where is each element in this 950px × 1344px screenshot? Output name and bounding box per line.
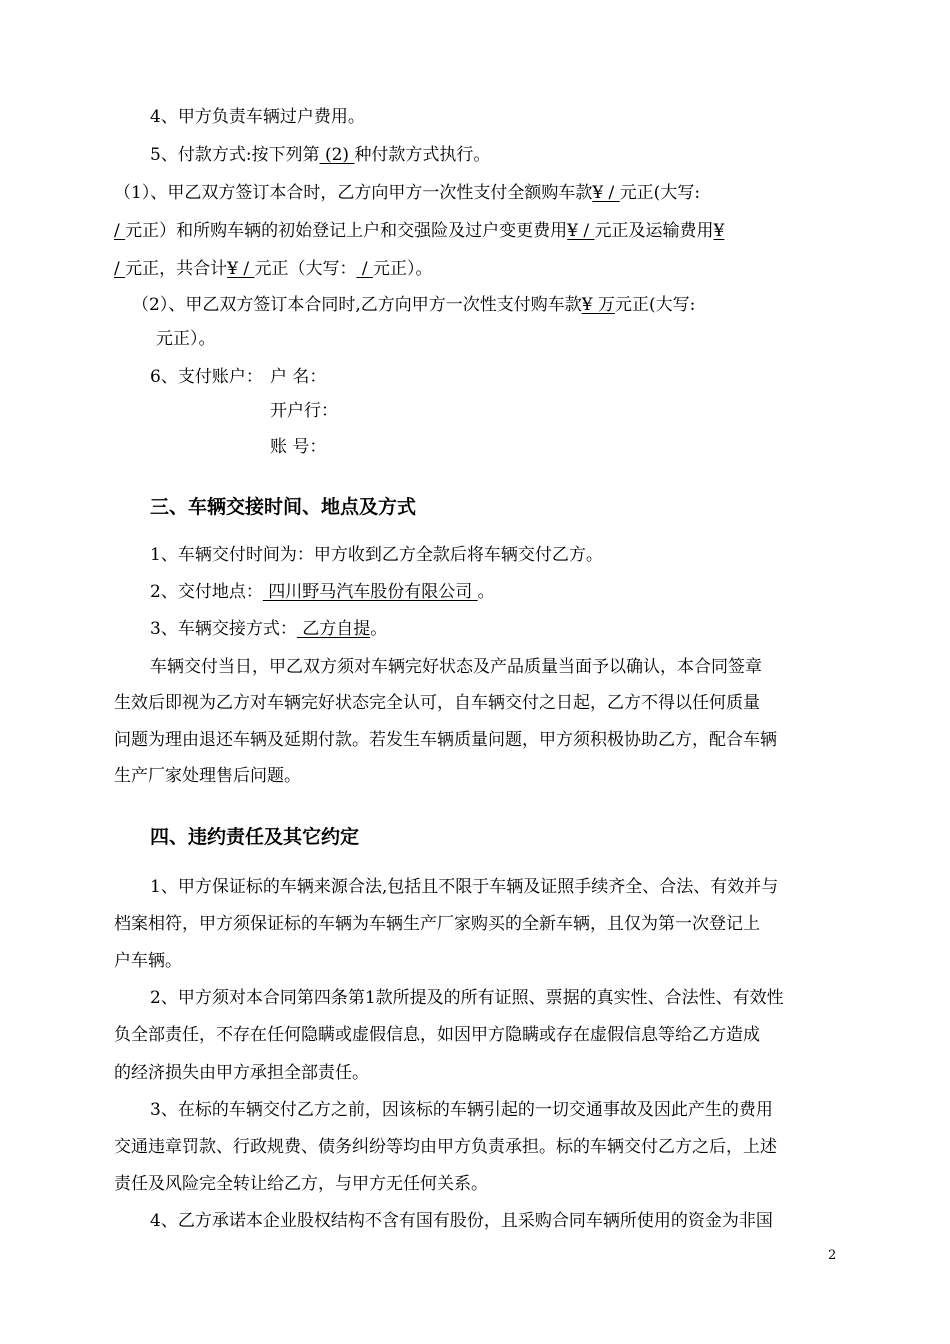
amount-blank: / bbox=[356, 259, 374, 279]
account-label: 6、支付账户： bbox=[150, 367, 263, 387]
section-4-paragraph-line: 1、甲方保证标的车辆来源合法,包括且不限于车辆及证照手续齐全、合法、有效并与 bbox=[150, 877, 779, 897]
section-4-paragraph-line: 交通违章罚款、行政规费、债务纠纷等均由甲方负责承担。标的车辆交付乙方之后，上述 bbox=[114, 1137, 777, 1157]
section-4-paragraph-line: 负全部责任，不存在任何隐瞒或虚假信息，如因甲方隐瞒或存在虚假信息等给乙方造成 bbox=[114, 1025, 760, 1045]
text-segment: 元正（大写： bbox=[254, 259, 357, 279]
payment-item-5-suffix: 种付款方式执行。 bbox=[354, 145, 491, 165]
amount-blank: ¥ / bbox=[227, 259, 255, 279]
section-4-paragraph-line: 2、甲方须对本合同第四条第1款所提及的所有证照、票据的真实性、合法性、有效性 bbox=[150, 988, 784, 1008]
section-4-paragraph-line: 责任及风险完全转让给乙方，与甲方无任何关系。 bbox=[114, 1174, 488, 1194]
amount-blank: ¥ / bbox=[592, 183, 620, 203]
section-4-paragraph-line: 的经济损失由甲方承担全部责任。 bbox=[114, 1063, 369, 1083]
text-segment: 。 bbox=[370, 619, 388, 639]
text-segment: 元正）。 bbox=[373, 259, 433, 279]
text-segment: 3、车辆交接方式： bbox=[150, 619, 297, 639]
text-segment: 元正）和所购车辆的初始登记上户和交强险及过户变更费用 bbox=[125, 221, 568, 241]
section-4-heading: 四、违约责任及其它约定 bbox=[150, 826, 360, 848]
amount-blank: ¥ / bbox=[567, 221, 595, 241]
section-3-heading: 三、车辆交接时间、地点及方式 bbox=[150, 496, 417, 518]
payment-option-1-line-3 bbox=[114, 256, 433, 282]
text-segment: （1）、甲乙双方签订本合时，乙方向甲方一次性支付全额购车款 bbox=[114, 183, 593, 203]
payment-item-5-prefix: 5、付款方式:按下列第 bbox=[150, 145, 320, 165]
delivery-location: 四川野马汽车股份有限公司 bbox=[262, 582, 478, 602]
payment-method-choice: (2) bbox=[319, 145, 355, 165]
amount-blank: ¥ 万 bbox=[581, 295, 615, 315]
section-3-paragraph-line: 车辆交付当日，甲乙双方须对车辆完好状态及产品质量当面予以确认，本合同签章 bbox=[150, 657, 762, 677]
payment-option-2-line-1 bbox=[132, 292, 695, 318]
amount-blank: / bbox=[114, 221, 126, 241]
section-3-paragraph-line: 生效后即视为乙方对车辆完好状态完全认可，自车辆交付之日起，乙方不得以任何质量 bbox=[114, 693, 760, 713]
text-segment: 元正(大写: bbox=[614, 295, 696, 315]
payment-item-4: 4、甲方负责车辆过户费用。 bbox=[150, 107, 365, 127]
section-3-item-2 bbox=[150, 579, 495, 605]
payment-option-1-line-1 bbox=[114, 180, 700, 206]
payment-option-2-line-2: 元正）。 bbox=[156, 329, 216, 349]
text-segment: 。 bbox=[477, 582, 495, 602]
account-bank-field: 开户行： bbox=[270, 401, 338, 421]
payment-item-5 bbox=[150, 142, 490, 168]
text-segment: 元正，共合计 bbox=[125, 259, 228, 279]
text-segment: 元正及运输费用 bbox=[594, 221, 714, 241]
section-4-paragraph-line: 户车辆。 bbox=[114, 951, 182, 971]
text-segment: （2）、甲乙双方签订本合同时,乙方向甲方一次性支付购车款 bbox=[132, 295, 582, 315]
section-4-paragraph-line: 档案相符，甲方须保证标的车辆为车辆生产厂家购买的全新车辆，且仅为第一次登记上 bbox=[114, 914, 760, 934]
section-3-item-1: 1、车辆交付时间为：甲方收到乙方全款后将车辆交付乙方。 bbox=[150, 545, 603, 565]
section-4-paragraph-line: 3、在标的车辆交付乙方之前，因该标的车辆引起的一切交通事故及因此产生的费用 bbox=[150, 1100, 773, 1120]
section-4-paragraph-line: 4、乙方承诺本企业股权结构不含有国有股份，且采购合同车辆所使用的资金为非国 bbox=[150, 1211, 773, 1231]
delivery-method: 乙方自提 bbox=[296, 619, 371, 639]
section-3-item-3 bbox=[150, 616, 387, 642]
amount-blank: / bbox=[114, 259, 126, 279]
account-name-field: 户 名： bbox=[270, 367, 327, 387]
text-segment: 元正(大写: bbox=[619, 183, 701, 203]
amount-blank: ¥ bbox=[713, 221, 725, 241]
text-segment: 2、交付地点： bbox=[150, 582, 263, 602]
page-number: 2 bbox=[828, 1248, 837, 1263]
account-number-field: 账 号： bbox=[270, 437, 327, 457]
payment-option-1-line-2 bbox=[114, 218, 724, 244]
section-3-paragraph-line: 生产厂家处理售后问题。 bbox=[114, 766, 301, 786]
section-3-paragraph-line: 问题为理由退还车辆及延期付款。若发生车辆质量问题，甲方须积极协助乙方，配合车辆 bbox=[114, 730, 777, 750]
